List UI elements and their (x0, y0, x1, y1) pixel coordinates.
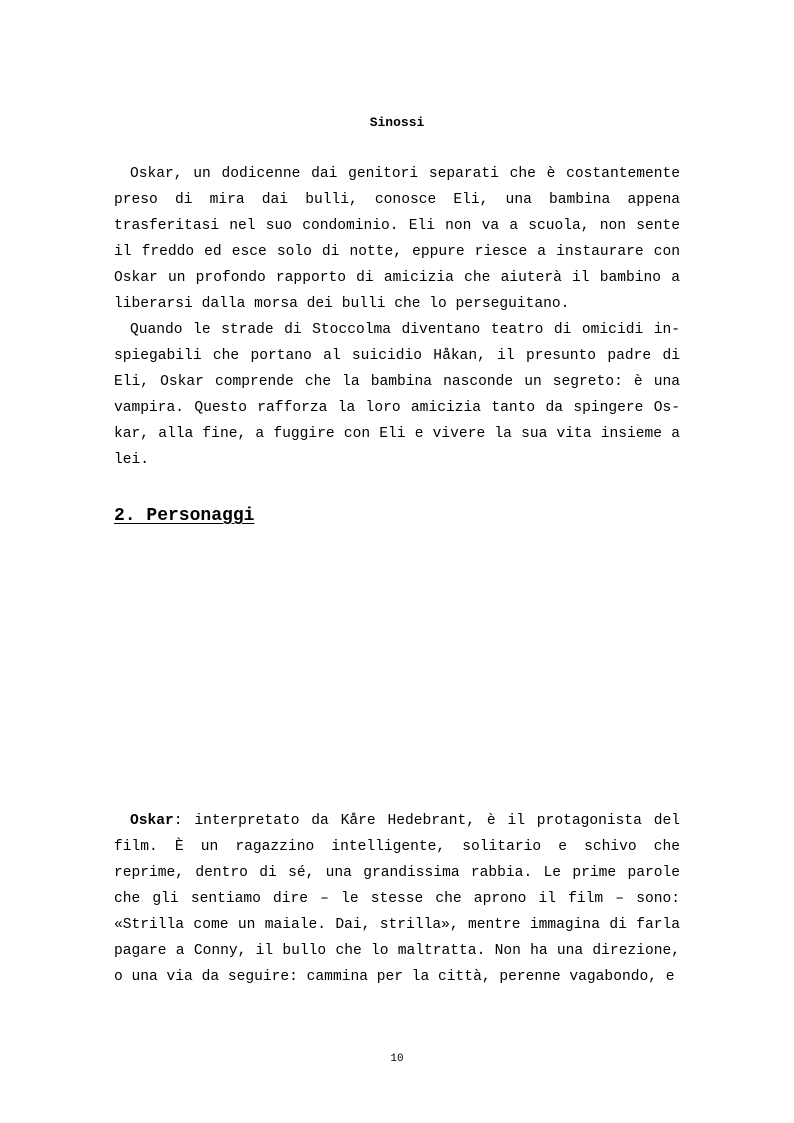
sinossi-paragraph-2: Quando le strade di Stoccolma diventano teatro di omicidi in-spiegabili che portano al suicidio Håkan, il presunto padre di Eli, Oskar comprende che la bambina nasconde un segreto: è una vampira. Questo rafforza la loro amicizia tanto da spingere Os-kar, alla fine, a fuggire con Eli e vivere la sua vita insieme a lei. (114, 322, 680, 468)
sinossi-body (114, 161, 680, 473)
oskar-paragraph (114, 808, 680, 990)
page-number: 10 (390, 1053, 404, 1065)
oskar-description: : interpretato da Kåre Hedebrant, è il protagonista del film. È un ragazzino intelligente, solitario e schivo che reprime, dentro di sé, una grandissima rabbia. Le prime parole che gli sentiamo dire – le stesse che aprono il film – sono: «Strilla come un maiale. Dai, strilla», mentre immagina di farla pagare a Conny, il bullo che lo maltratta. Non ha una direzione, o una via da seguire: cammina per la città, perenne vagabondo, e (114, 813, 680, 985)
character-name-oskar: Oskar (130, 813, 174, 829)
oskar-body (114, 808, 680, 990)
sinossi-title: Sinossi (369, 115, 425, 130)
section-heading-personaggi: 2. Personaggi (114, 506, 255, 526)
sinossi-paragraph-1: Oskar, un dodicenne dai genitori separati che è costantemente preso di mira dai bulli, conosce Eli, una bambina appena trasferitasi nel suo condominio. Eli non va a scuola, non sente il freddo ed esce solo di notte, eppure riesce a instaurare con Oskar un profondo rapporto di amicizia che aiuterà il bambino a liberarsi dalla morsa dei bulli che lo perseguitano. (114, 166, 680, 312)
